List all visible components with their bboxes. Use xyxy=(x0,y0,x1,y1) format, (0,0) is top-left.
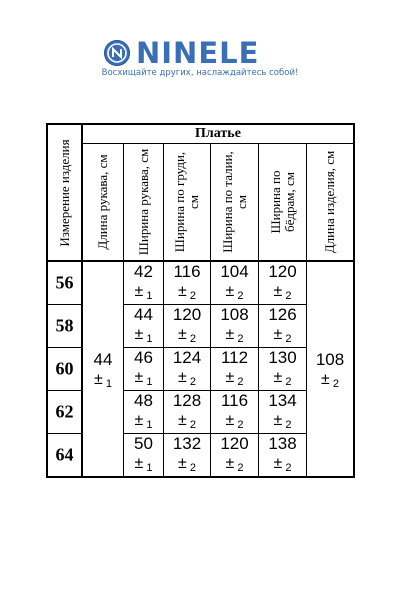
cell-value: 120 xyxy=(268,262,297,281)
measurement-cell xyxy=(164,305,210,347)
size-label: 60 xyxy=(55,358,74,379)
cell-tolerance: ± 1 xyxy=(134,455,153,474)
cell-value: 132 xyxy=(172,434,202,453)
brand-name: NINELE xyxy=(136,36,260,70)
size-table xyxy=(46,123,355,478)
size-label: 62 xyxy=(55,401,74,422)
table-title: Платье xyxy=(195,126,241,141)
size-label: 58 xyxy=(55,315,74,336)
cell-tolerance: ± 1 xyxy=(134,283,153,302)
cell-value: 108 xyxy=(220,305,249,324)
measurement-cell xyxy=(259,262,306,304)
cell-value: 44 xyxy=(93,350,113,369)
cell-value: 50 xyxy=(134,434,153,453)
brand-logo xyxy=(0,36,400,80)
cell-tolerance: ± 2 xyxy=(273,369,292,388)
cell-tolerance: ± 1 xyxy=(134,412,153,431)
column-header xyxy=(259,144,306,260)
column-header xyxy=(211,144,258,260)
cell-value: 46 xyxy=(134,348,153,367)
size-cell xyxy=(48,348,81,390)
cell-tolerance: ± 1 xyxy=(94,371,112,390)
column-header-label: Ширина по талии, см xyxy=(219,151,249,253)
cell-value: 116 xyxy=(173,262,201,281)
cell-tolerance: ± 2 xyxy=(321,371,339,390)
cell-tolerance: ± 1 xyxy=(134,326,153,345)
cell-value: 108 xyxy=(315,350,345,369)
cell-value: 42 xyxy=(134,262,153,281)
measurement-cell xyxy=(211,262,258,304)
column-header-label: Ширина по груди, см xyxy=(172,151,201,253)
size-cell xyxy=(48,434,81,476)
brand-tagline: Восхищайте других, наслаждайтесь собой! xyxy=(101,68,299,78)
size-cell xyxy=(48,391,81,433)
measurement-cell xyxy=(124,348,163,390)
cell-tolerance: ± 2 xyxy=(178,455,196,474)
size-label: 64 xyxy=(55,444,74,465)
cell-tolerance: ± 2 xyxy=(178,283,196,302)
cell-tolerance: ± 2 xyxy=(273,283,292,302)
cell-tolerance: ± 2 xyxy=(225,283,244,302)
column-header xyxy=(83,144,123,260)
column-header-label: Ширина рукава, см xyxy=(135,148,151,256)
measurement-cell xyxy=(164,391,210,433)
cell-value: 44 xyxy=(134,305,153,324)
column-header xyxy=(307,144,353,260)
measurement-cell xyxy=(211,348,258,390)
cell-tolerance: ± 2 xyxy=(273,326,292,345)
size-label: 56 xyxy=(55,272,74,293)
cell-tolerance: ± 2 xyxy=(225,455,244,474)
cell-tolerance: ± 2 xyxy=(225,326,244,345)
cell-tolerance: ± 2 xyxy=(225,369,244,388)
measurement-cell xyxy=(124,434,163,476)
row-header-cell xyxy=(48,125,81,260)
size-cell xyxy=(48,262,81,304)
measurement-cell xyxy=(259,391,306,433)
cell-value: 124 xyxy=(172,348,202,367)
cell-value: 48 xyxy=(134,391,153,410)
cell-value: 138 xyxy=(268,434,297,453)
column-header-label: Длина изделия, см xyxy=(322,150,337,254)
logo-n-icon xyxy=(104,40,130,66)
column-header-label: Длина рукава, см xyxy=(95,154,110,250)
cell-tolerance: ± 1 xyxy=(134,369,153,388)
cell-value: 130 xyxy=(268,348,297,367)
row-header-label: Измерение изделия xyxy=(56,138,72,247)
cell-tolerance: ± 2 xyxy=(178,412,196,431)
sleeve-length-cell xyxy=(83,262,123,476)
size-cell xyxy=(48,305,81,347)
cell-tolerance: ± 2 xyxy=(273,412,292,431)
cell-tolerance: ± 2 xyxy=(178,369,196,388)
measurement-cell xyxy=(211,391,258,433)
measurement-cell xyxy=(164,262,210,304)
measurement-cell xyxy=(164,348,210,390)
measurement-cell xyxy=(211,305,258,347)
column-header xyxy=(164,144,210,260)
cell-value: 134 xyxy=(268,391,297,410)
measurement-cell xyxy=(259,305,306,347)
measurement-cell xyxy=(259,348,306,390)
cell-value: 104 xyxy=(220,262,249,281)
cell-tolerance: ± 2 xyxy=(273,455,292,474)
column-header xyxy=(124,144,163,260)
measurement-cell xyxy=(259,434,306,476)
measurement-cell xyxy=(124,262,163,304)
product-length-cell xyxy=(307,262,353,476)
cell-value: 120 xyxy=(220,434,249,453)
cell-value: 116 xyxy=(220,391,249,410)
measurement-cell xyxy=(124,391,163,433)
cell-value: 128 xyxy=(172,391,202,410)
column-header-label: Ширина по бёдрам, см xyxy=(267,170,297,234)
cell-tolerance: ± 2 xyxy=(225,412,244,431)
measurement-cell xyxy=(124,305,163,347)
cell-tolerance: ± 2 xyxy=(178,326,196,345)
table-title-cell xyxy=(83,125,353,143)
measurement-cell xyxy=(164,434,210,476)
measurement-cell xyxy=(211,434,258,476)
cell-value: 112 xyxy=(220,348,249,367)
cell-value: 126 xyxy=(268,305,297,324)
cell-value: 120 xyxy=(172,305,202,324)
